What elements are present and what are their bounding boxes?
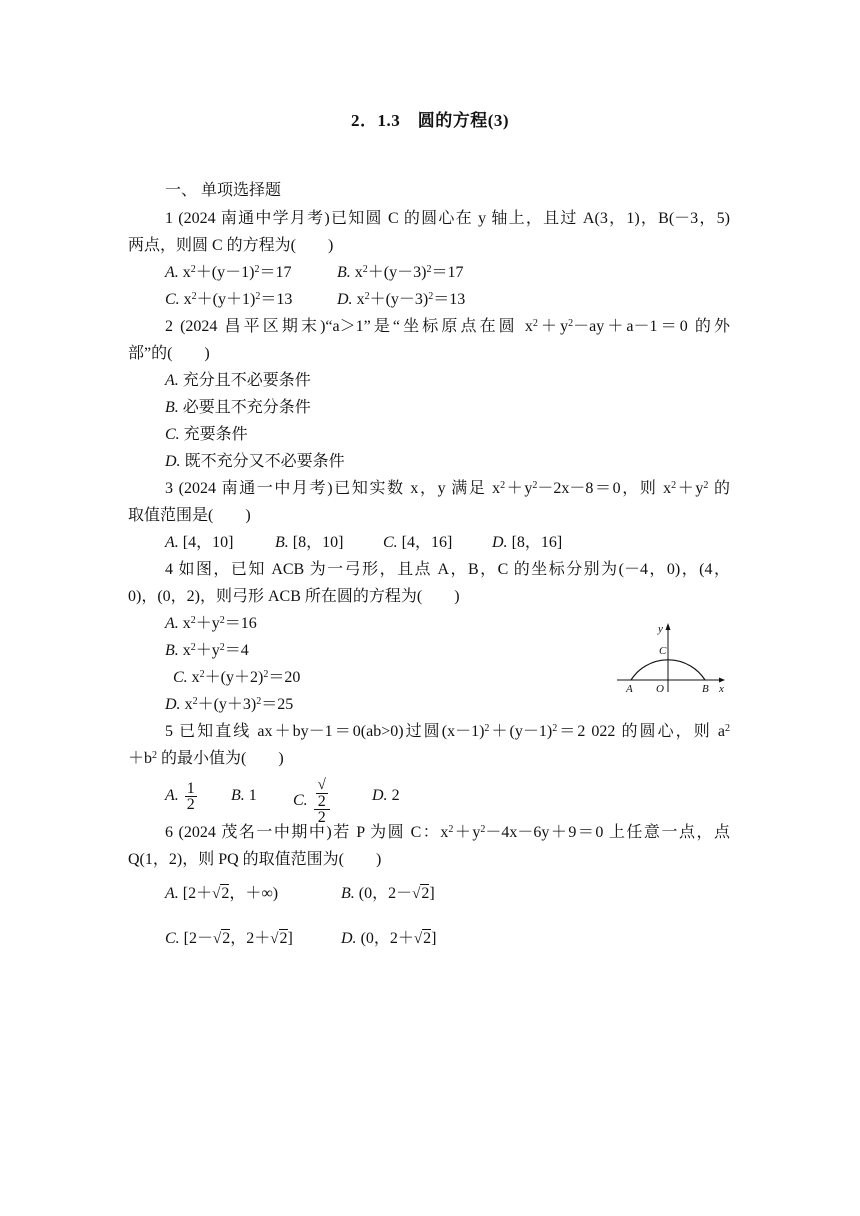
q4-option-d: D. $x^2+(y+3)^2=25$ bbox=[165, 696, 294, 713]
x-axis-arrow bbox=[719, 678, 725, 683]
q6-option-b: B. (0，2－√2] bbox=[341, 885, 435, 902]
fraction-root2-over-2: √ 2 2 bbox=[314, 778, 330, 825]
q5-option-a: A. $\frac{1}{2}$ bbox=[165, 779, 195, 813]
q6-option-a: A. [2＋√2，＋∞) bbox=[165, 885, 279, 902]
fraction-one-half: $\frac{1}{2}$ bbox=[186, 779, 195, 813]
q3-stem-line1: 3 (2024 南通一中月考)已知实数 x，y 满足 $x^2+y^2-2x-8=0$，则 $x^2+y^2$ 的 bbox=[165, 480, 730, 497]
q2-option-a: A. 充分且不必要条件 bbox=[165, 372, 311, 389]
section-heading: 一、 单项选择题 bbox=[165, 182, 282, 199]
q1-stem-line2: 两点，则圆 C 的方程为( ) bbox=[128, 237, 334, 254]
q3-option-b: B. [8，10] bbox=[275, 534, 344, 551]
q5-stem-line1: 5 已知直线 ax＋by－1＝0(ab>0)过圆$(x-1)^2+(y-1)^2=2$ 022 的圆心，则 $a^2$ bbox=[165, 723, 730, 740]
q2-option-d: D. 既不充分又不必要条件 bbox=[165, 453, 345, 470]
q3-option-d: D. [8，16] bbox=[492, 534, 563, 551]
arc-figure bbox=[615, 618, 735, 698]
q5-option-c: C. √ 2 2 bbox=[293, 778, 332, 825]
q1-option-c: C. $x^2+(y+1)^2=13$ bbox=[165, 291, 293, 308]
q3-option-c: C. [4，16] bbox=[383, 534, 453, 551]
y-axis-arrow bbox=[666, 623, 671, 630]
q5-stem-line2: $+b^2$ 的最小值为( ) bbox=[128, 750, 284, 767]
y-axis-label: y bbox=[658, 623, 663, 635]
q1-option-d: D. $x^2+(y-3)^2=13$ bbox=[337, 291, 466, 308]
q2-option-b: B. 必要且不充分条件 bbox=[165, 399, 311, 416]
page-title: 2．1.3 圆的方程(3) bbox=[350, 111, 510, 130]
q1-option-a: A. $x^2+(y-1)^2=17$ bbox=[165, 264, 292, 281]
q5-option-d: D. 2 bbox=[372, 787, 400, 804]
point-b-label: B bbox=[702, 683, 709, 695]
q6-stem-line1: 6 (2024 茂名一中期中)若 P 为圆 C：$x^2+y^2-4x-6y+9=0$ 上任意一点，点 bbox=[165, 824, 730, 841]
q3-stem-line2: 取值范围是( ) bbox=[128, 507, 251, 524]
q4-stem-line1: 4 如图，已知 ACB 为一弓形，且点 A，B，C 的坐标分别为(－4，0)，(4， bbox=[165, 561, 730, 578]
q5-option-b: B. 1 bbox=[231, 787, 257, 804]
q2-stem-line2: 部”的( ) bbox=[128, 345, 210, 362]
q6-stem-line2: Q(1，2)，则 PQ 的取值范围为( ) bbox=[128, 851, 382, 868]
q4-option-a: A. $x^2+y^2=16$ bbox=[165, 615, 257, 632]
q4-option-b: B. $x^2+y^2=4$ bbox=[165, 642, 249, 659]
q6-option-c: C. [2－√2，2＋√2] bbox=[165, 930, 293, 947]
q6-option-d: D. (0，2＋√2] bbox=[341, 930, 437, 947]
q3-option-a: A. [4，10] bbox=[165, 534, 234, 551]
x-axis-label: x bbox=[719, 683, 724, 695]
point-c-label: C bbox=[659, 645, 667, 657]
point-a-label: A bbox=[626, 683, 633, 695]
q1-stem-line1: 1 (2024 南通中学月考)已知圆 C 的圆心在 y 轴上，且过 A(3，1)，B(－3，5) bbox=[165, 210, 730, 227]
q1-option-b: B. $x^2+(y-3)^2=17$ bbox=[337, 264, 464, 281]
q4-option-c: C. $x^2+(y+2)^2=20$ bbox=[173, 669, 301, 686]
origin-label: O bbox=[656, 683, 664, 695]
q2-stem-line1: 2 (2024 昌平区期末)“a＞1”是“坐标原点在圆 $x^2+y^2-ay+a-1=0$ 的外 bbox=[165, 318, 730, 335]
q2-option-c: C. 充要条件 bbox=[165, 426, 248, 443]
q4-stem-line2: 0)，(0，2)，则弓形 ACB 所在圆的方程为( ) bbox=[128, 588, 460, 605]
